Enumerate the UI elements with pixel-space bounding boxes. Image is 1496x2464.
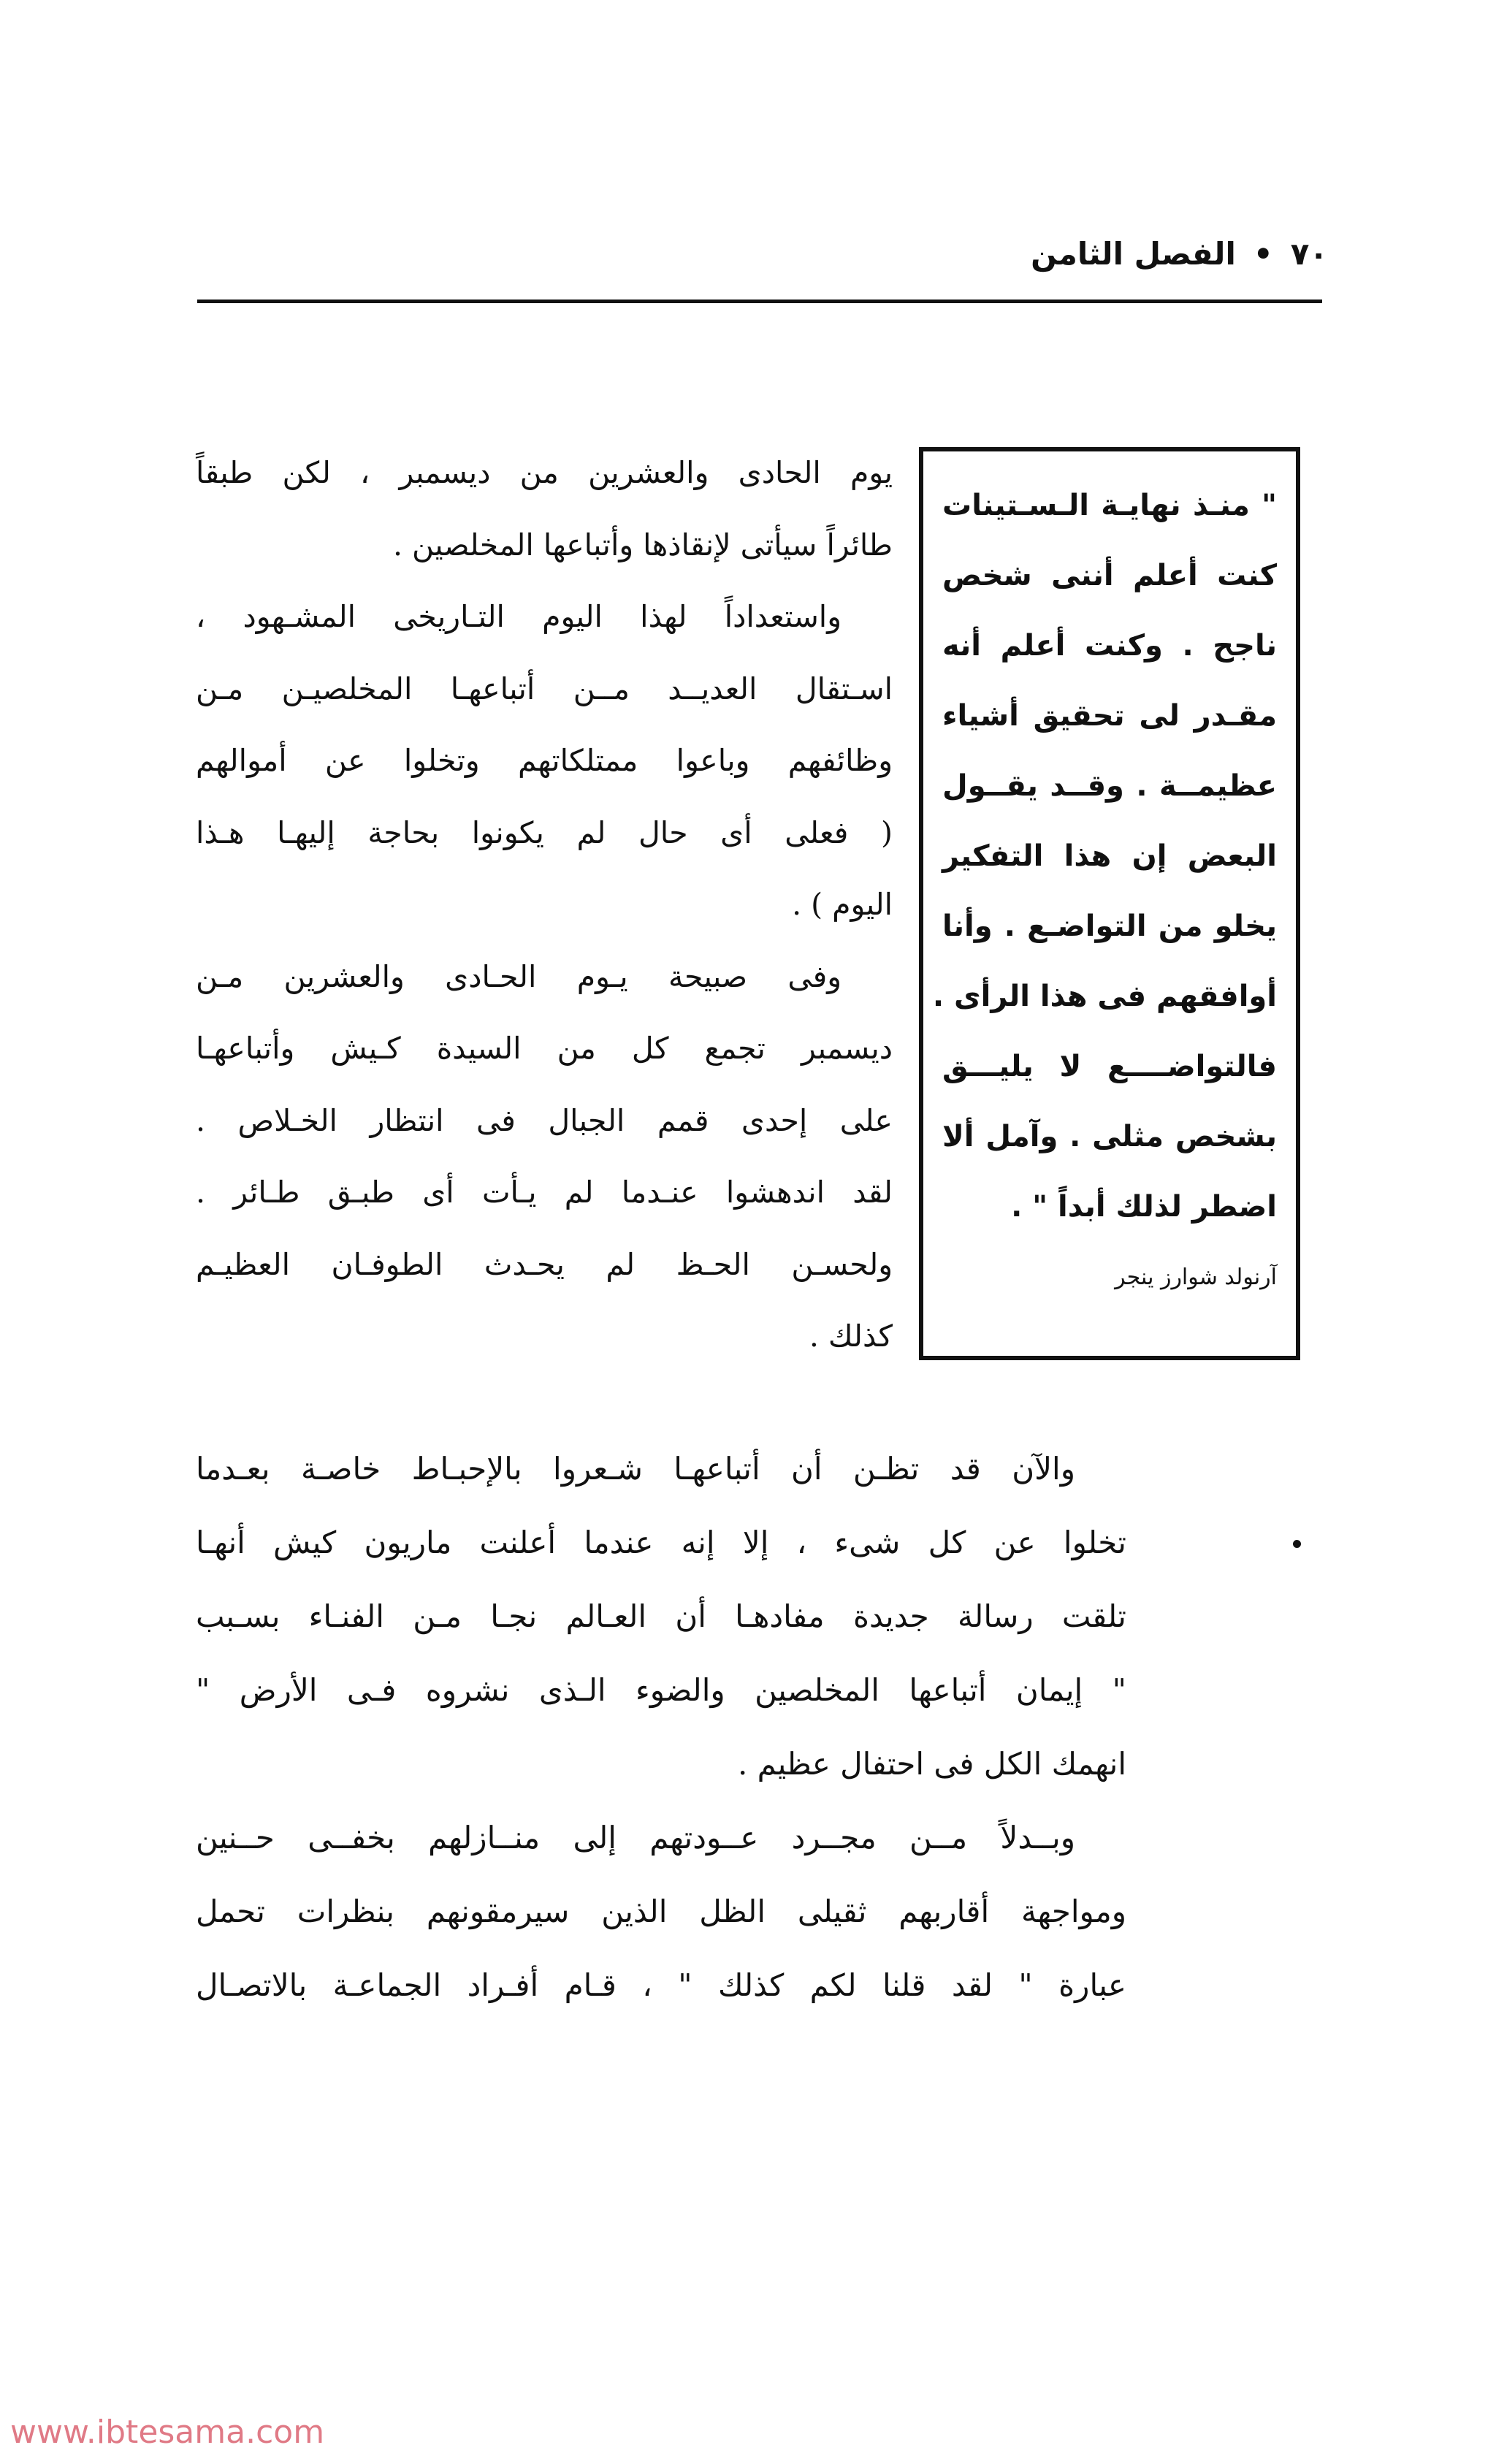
body-line: اليوم ) . (792, 887, 893, 922)
body-line: على إحدى قمم الجبال فى انتظار الخـلاص . (196, 1102, 893, 1138)
body-line: وظائفهم وباعوا ممتلكاتهم وتخلوا عن أموالهم (196, 743, 893, 778)
quote-attribution: آرنولد شوارز ينجر (1115, 1265, 1277, 1290)
page-number: ٧٠ (1290, 236, 1328, 272)
margin-dot (1293, 1540, 1301, 1548)
body-line: ( فعلى أى حال لم يكونوا بحاجة إليهـا هـذا (196, 815, 893, 850)
quote-line: عظيمــة . وقــد يقــول (942, 769, 1277, 803)
body-line: وفى صبيحة يـوم الحـادى والعشرين مـن (196, 958, 842, 994)
body-line: ومواجهة أقاربهم ثقيلى الظل الذين سيرمقونهم بنظرات تحمل (196, 1893, 1126, 1929)
quote-line: البعض إن هذا التفكير (942, 839, 1277, 873)
body-line: طائراً سيأتى لإنقاذها وأتباعها المخلصين . (392, 527, 893, 562)
quote-line: يخلو من التواضـع . وأنا (942, 909, 1277, 943)
quote-line: أوافقهم فى هذا الرأى . (932, 980, 1277, 1013)
quote-line: بشخص مثلى . وآمل ألا (942, 1120, 1277, 1153)
body-line: " إيمان أتباعها المخلصين والضوء الـذى نشروه فـى الأرض " (196, 1672, 1126, 1708)
header-rule (197, 300, 1322, 303)
full-width-body-text (196, 1432, 1126, 2022)
body-line: وبــدلاً مــن مجــرد عــودتهم إلى منــازلهم بخفــى حــنين (196, 1820, 1075, 1855)
column-body-text (196, 437, 893, 1373)
body-line: انهمك الكل فى احتفال عظيم . (737, 1746, 1126, 1782)
pull-quote-box (919, 447, 1300, 1360)
body-line: واستعداداً لهذا اليوم التـاريخى المشـهود ، (196, 599, 842, 634)
running-header (1031, 232, 1328, 276)
body-line: تلقت رسالة جديدة مفادهـا أن العـالم نجـا مـن الفنـاء بسـبب (196, 1598, 1126, 1634)
quote-line: فالتواضــــع لا يليـــق (942, 1050, 1277, 1083)
site-watermark: www.ibtesama.com (10, 2414, 325, 2451)
body-line: ديسمبر تجمع كل من السيدة كـيش وأتباعهـا (196, 1031, 893, 1066)
quote-line: مقـدر لى تحقيق أشياء (942, 699, 1277, 733)
body-line: عبارة " لقد قلنا لكم كذلك " ، قـام أفـراد الجماعـة بالاتصـال (196, 1967, 1126, 2003)
chapter-title: الفصل الثامن (1031, 236, 1236, 272)
quote-line: ناجح . وكنت أعلم أنه (942, 629, 1277, 663)
header-separator: • (1253, 236, 1273, 272)
body-line: ولحسـن الحـظ لم يحـدث الطوفـان العظيـم (196, 1246, 893, 1282)
body-line: والآن قد تظـن أن أتباعهـا شـعروا بالإحبـاط خاصـة بعـدما (196, 1451, 1075, 1487)
body-line: كذلك . (809, 1319, 893, 1354)
body-line: يوم الحادى والعشرين من ديسمبر ، لكن طبقاً (196, 455, 893, 490)
quote-line: كنت أعلم أننى شخص (942, 559, 1277, 592)
quote-line: " منـذ نهايـة الـسـتينات (942, 489, 1277, 522)
body-line: تخلوا عن كل شىء ، إلا إنه عندما أعلنت ماريون كيش أنهـا (196, 1525, 1126, 1560)
body-line: اسـتقال العديــد مــن أتباعهـا المخلصيـن مـن (196, 671, 893, 706)
body-line: لقد اندهشوا عنـدما لم يـأت أى طبـق طـائر . (196, 1175, 893, 1210)
quote-line: اضطر لذلك أبداً " . (1011, 1190, 1277, 1224)
